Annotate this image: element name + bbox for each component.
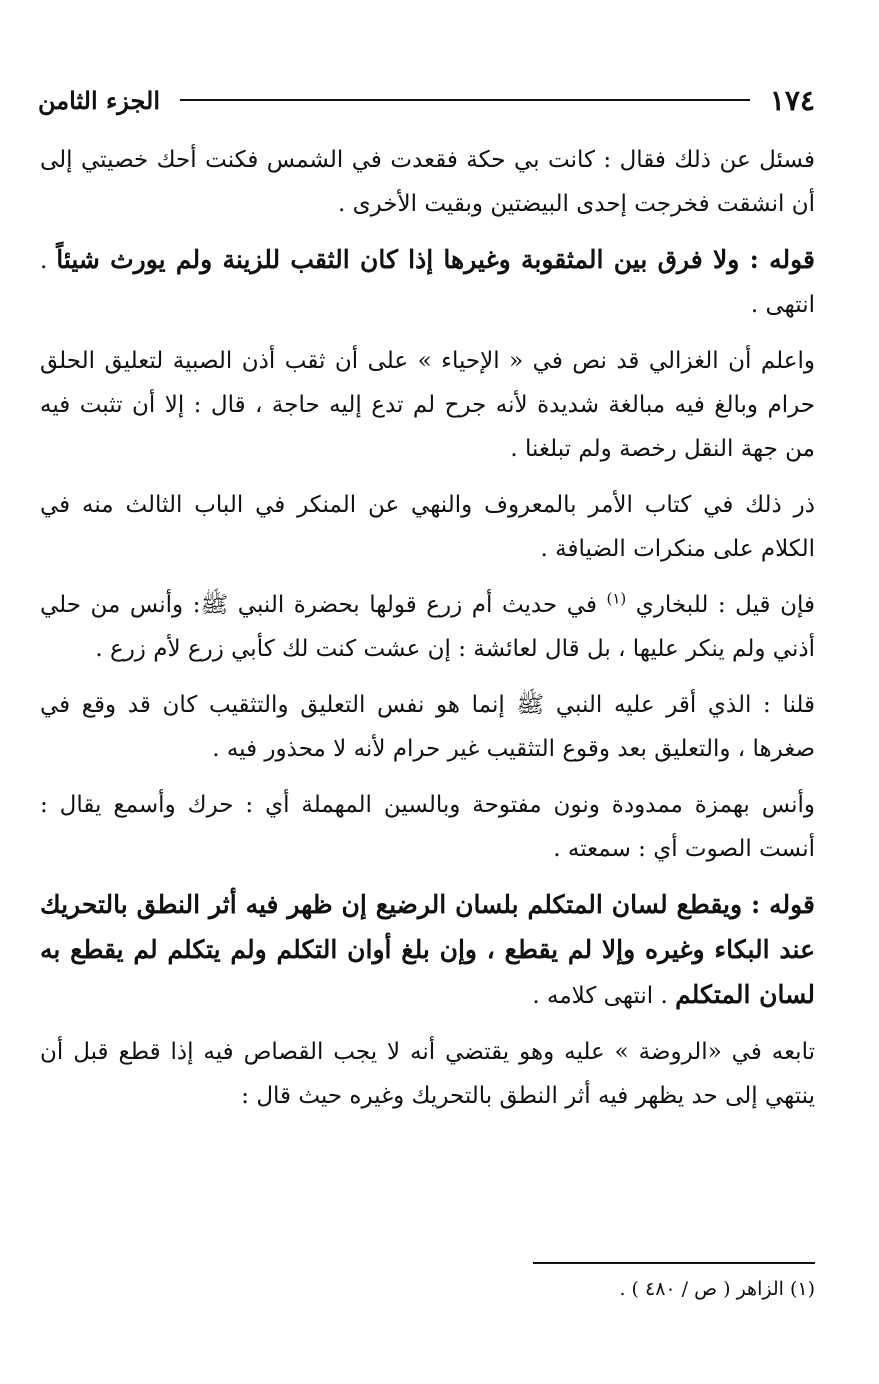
header-rule: [180, 99, 750, 101]
paragraph-2-end: . انتهى .: [40, 248, 815, 318]
page-header: [38, 78, 815, 122]
footnote: (١) الزاهر ( ص / ٤٨٠ ) .: [619, 1278, 815, 1300]
page-body: [40, 138, 815, 1130]
running-title: الجزء الثامن: [38, 85, 161, 115]
quoted-statement: قوله : ولا فرق بين المثقوبة وغيرها إذا كان الثقب للزينة ولم يورث شيئاً: [56, 245, 815, 274]
paragraph-3: واعلم أن الغزالي قد نص في « الإحياء » على أن ثقب أذن الصبية لتعليق الحلق حرام وبالغ فيه مبالغة شديدة لأنه جرح لم تدع إليه حاجة ، قال : إلا أن تثبت فيه من جهة النقل رخصة ولم تبلغنا .: [40, 348, 815, 462]
footnote-rule: [533, 1262, 815, 1264]
quoted-statement: قوله : ويقطع لسان المتكلم بلسان الرضيع إن ظهر فيه أثر النطق بالتحريك عند البكاء وغيره وإلا لم يقطع ، وإن بلغ أوان التكلم ولم يتكلم لم يقطع به لسان المتكلم: [40, 890, 815, 1009]
paragraph-7: وأنس بهمزة ممدودة ونون مفتوحة وبالسين المهملة أي : حرك وأسمع يقال : أنست الصوت أي : سمعته .: [40, 792, 815, 862]
paragraph-4: ذر ذلك في كتاب الأمر بالمعروف والنهي عن المنكر في الباب الثالث منه في الكلام على منكرات الضيافة .: [40, 492, 815, 562]
paragraph-8: [40, 883, 815, 1018]
paragraph-1: فسئل عن ذلك فقال : كانت بي حكة فقعدت في الشمس فكنت أحك خصيتي إلى أن انشقت فخرجت إحدى البيضتين وبقيت الأخرى .: [40, 147, 815, 217]
page-number: ١٧٤: [769, 83, 815, 117]
paragraph-5-start: فإن قيل : للبخاري: [626, 592, 815, 618]
paragraph-5-end: في حديث أم زرع قولها بحضرة النبي ﷺ: وأنس من حلي أذني ولم ينكر عليها ، بل قال لعائشة : إن عشت كنت لك كأبي زرع لأم زرع .: [40, 592, 815, 662]
paragraph-8-end: . انتهى كلامه .: [532, 983, 676, 1009]
footnote-reference: (١): [606, 589, 627, 608]
paragraph-2: [40, 238, 815, 327]
paragraph-6: قلنا : الذي أقر عليه النبي ﷺ إنما هو نفس التعليق والتثقيب كان قد وقع في صغرها ، والتعليق بعد وقوع التثقيب غير حرام لأنه لا محذور فيه .: [40, 692, 815, 762]
paragraph-5: [40, 583, 815, 671]
paragraph-9: تابعه في «الروضة » عليه وهو يقتضي أنه لا يجب القصاص فيه إذا قطع قبل أن ينتهي إلى حد يظهر فيه أثر النطق بالتحريك وغيره حيث قال :: [40, 1039, 815, 1109]
